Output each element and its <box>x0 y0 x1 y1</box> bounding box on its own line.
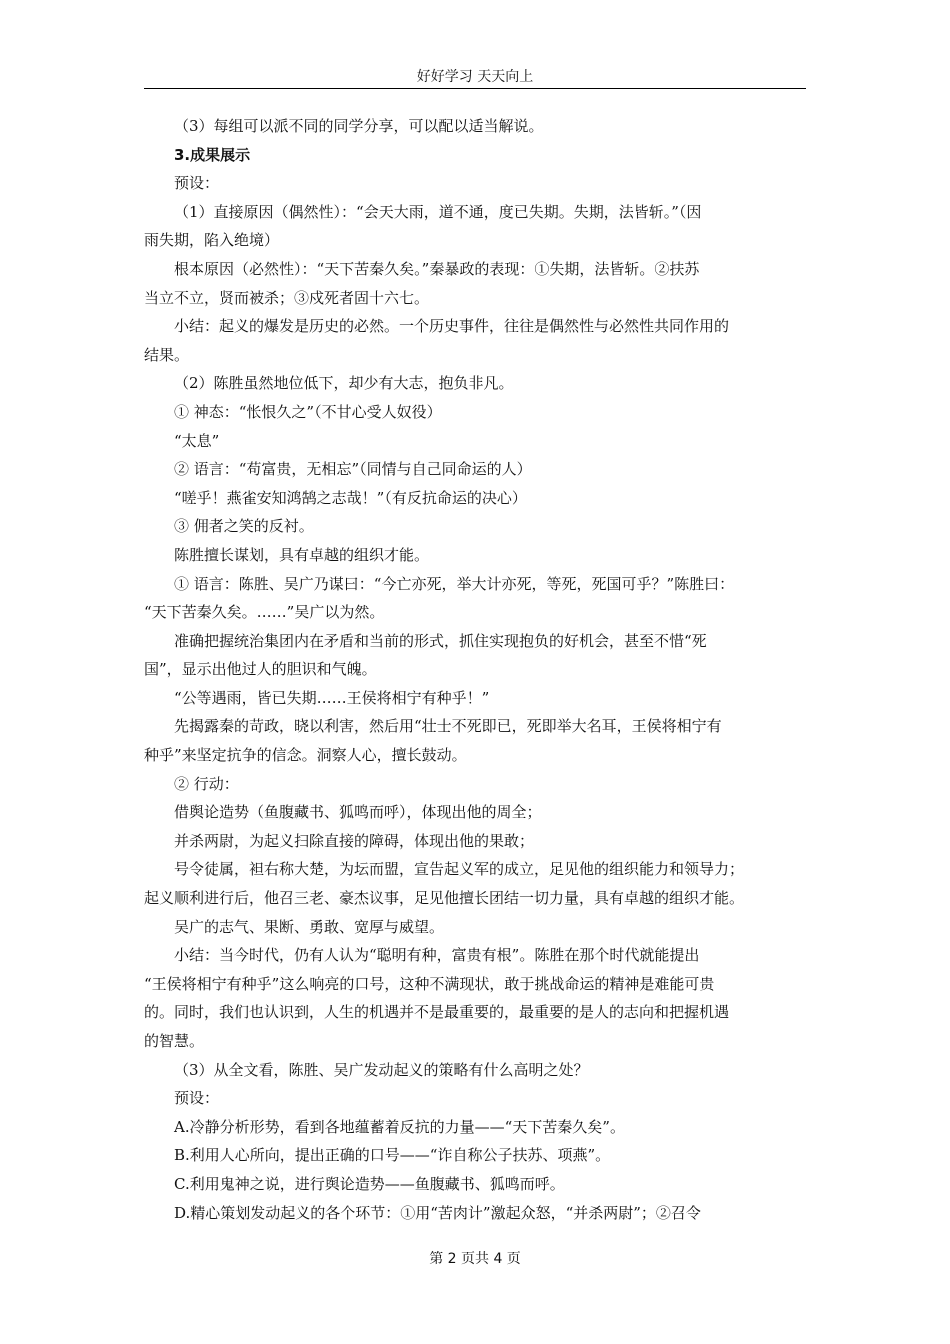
text-line: 预设： <box>174 174 220 193</box>
page-header: 好好学习 天天向上 <box>416 69 534 85</box>
document-body <box>144 112 808 1227</box>
text-line: 的。同时，我们也认识到，人生的机遇并不是最重要的，最重要的是人的志向和把握机遇 <box>144 1003 730 1022</box>
text-line: 吴广的志气、果断、勇敢、宽厚与威望。 <box>174 917 445 936</box>
text-line: 起义顺利进行后，他召三老、豪杰议事，足见他擅长团结一切力量，具有卓越的组织才能。 <box>144 889 745 908</box>
text-line: “王侯将相宁有种乎”这么响亮的口号，这种不满现状，敢于挑战命运的精神是难能可贵 <box>144 974 715 993</box>
text-line: （1）直接原因（偶然性）：“会天大雨，道不通，度已失期。失期，法皆斩。”（因 <box>174 202 702 221</box>
text-line: （3）从全文看，陈胜、吴广发动起义的策略有什么高明之处？ <box>174 1060 589 1079</box>
text-line: 结果。 <box>144 345 190 364</box>
text-line: ③ 佣者之笑的反衬。 <box>174 517 314 536</box>
text-line: A.冷静分析形势，看到各地蕴蓄着反抗的力量——“天下苦秦久矣”。 <box>174 1117 625 1136</box>
text-line: 准确把握统治集团内在矛盾和当前的形式，抓住实现抱负的好机会，甚至不惜“死 <box>174 631 707 650</box>
text-line: 种乎”来坚定抗争的信念。洞察人心，擅长鼓动。 <box>144 746 467 765</box>
text-line: 的智慧。 <box>144 1032 205 1050</box>
text-line: 并杀两尉，为起义扫除直接的障碍，体现出他的果敢； <box>174 831 535 850</box>
text-line: 号令徒属，袒右称大楚，为坛而盟，宣告起义军的成立，足见他的组织能力和领导力； <box>174 860 745 879</box>
text-line: “太息” <box>174 431 220 450</box>
text-line: ② 行动： <box>174 774 239 793</box>
text-line: 国”，显示出他过人的胆识和气魄。 <box>144 660 377 679</box>
text-line: 陈胜擅长谋划，具有卓越的组织才能。 <box>174 545 430 564</box>
text-line: 小结：当今时代，仍有人认为“聪明有种，富贵有根”。陈胜在那个时代就能提出 <box>174 946 700 965</box>
text-line: “嗟乎！燕雀安知鸿鹄之志哉！”（有反抗命运的决心） <box>174 488 527 507</box>
text-line: ① 神态：“怅恨久之”（不甘心受人奴役） <box>174 402 442 421</box>
text-line: C.利用鬼神之说，进行舆论造势——鱼腹藏书、狐鸣而呼。 <box>174 1174 565 1193</box>
text-line: （3）每组可以派不同的同学分享，可以配以适当解说。 <box>174 117 544 135</box>
text-line: 小结：起义的爆发是历史的必然。一个历史事件，往往是偶然性与必然性共同作用的 <box>174 317 730 336</box>
text-line: 当立不立，贤而被杀；③戍死者固十六七。 <box>144 288 430 307</box>
text-line: （2）陈胜虽然地位低下，却少有大志，抱负非凡。 <box>174 374 514 393</box>
text-line: 预设： <box>174 1089 220 1108</box>
section-heading: 3.成果展示 <box>174 145 251 164</box>
text-line: D.精心策划发动起义的各个环节：①用“苦肉计”激起众怒，“并杀两尉”；②召令 <box>174 1203 701 1222</box>
text-line: 借舆论造势（鱼腹藏书、狐鸣而呼），体现出他的周全； <box>174 803 542 822</box>
page-footer: 第 2 页共 4 页 <box>429 1251 521 1267</box>
header-divider <box>144 88 806 89</box>
text-line: 雨失期，陷入绝境） <box>144 231 280 250</box>
text-line: 先揭露秦的苛政，晓以利害，然后用“壮士不死即已，死即举大名耳，王侯将相宁有 <box>174 717 722 736</box>
text-line: 根本原因（必然性）：“天下苦秦久矣。”秦暴政的表现：①失期，法皆斩。②扶苏 <box>174 259 700 278</box>
text-line: “天下苦秦久矣。……”吴广以为然。 <box>144 603 385 622</box>
text-line: ② 语言：“苟富贵，无相忘”（同情与自己同命运的人） <box>174 460 532 479</box>
text-line: “公等遇雨，皆已失期……王侯将相宁有种乎！” <box>174 688 490 707</box>
text-line: ① 语言：陈胜、吴广乃谋曰：“今亡亦死，举大计亦死，等死，死国可乎？”陈胜曰： <box>174 574 735 593</box>
text-line: B.利用人心所向，提出正确的口号——“诈自称公子扶苏、项燕”。 <box>174 1146 611 1165</box>
